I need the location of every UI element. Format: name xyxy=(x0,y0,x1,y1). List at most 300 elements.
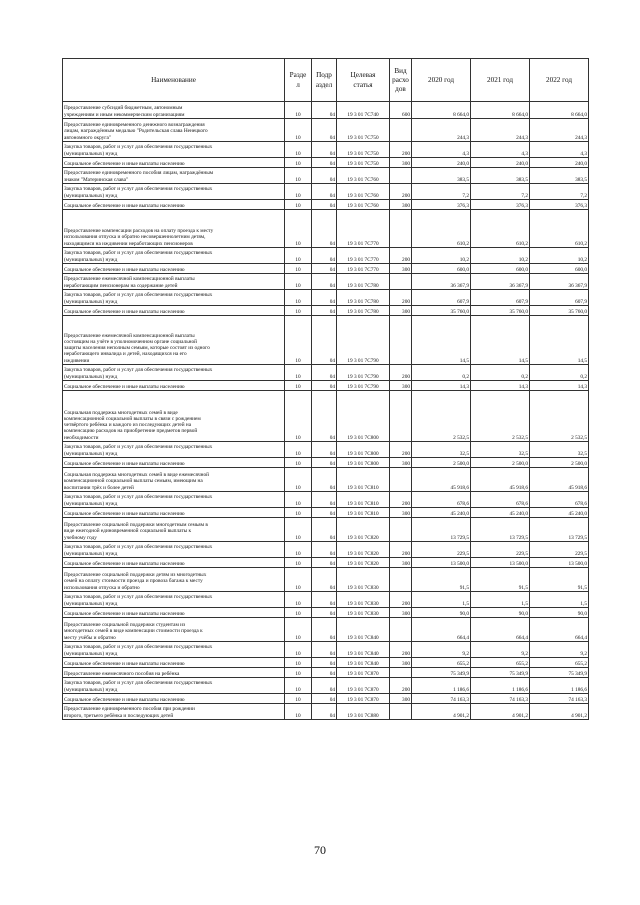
table-row xyxy=(63,458,589,468)
row-value-2021: 1,5 xyxy=(471,592,530,608)
row-expense-type xyxy=(390,274,412,290)
row-subsection: 04 xyxy=(312,458,337,468)
row-expense-type: 200 xyxy=(390,442,412,458)
row-subsection: 04 xyxy=(312,618,337,642)
row-section: 10 xyxy=(285,568,312,592)
row-value-2020: 2 532,5 xyxy=(412,391,471,442)
row-value-2022: 600,0 xyxy=(530,264,589,274)
row-value-2021: 678,6 xyxy=(471,492,530,508)
row-section: 10 xyxy=(285,248,312,264)
row-name: Социальное обеспечение и иные выплаты населению xyxy=(63,508,285,518)
row-value-2022: 244,3 xyxy=(530,119,589,142)
row-name: Закупка товаров, работ и услуг для обеспечения государственных (муниципальных) нужд xyxy=(63,642,285,658)
row-section: 10 xyxy=(285,542,312,558)
row-value-2020: 74 163,3 xyxy=(412,694,471,704)
table-row xyxy=(63,290,589,306)
row-section: 10 xyxy=(285,168,312,184)
row-value-2022: 0,2 xyxy=(530,365,589,381)
row-value-2022: 229,5 xyxy=(530,542,589,558)
row-value-2022: 240,0 xyxy=(530,158,589,168)
row-value-2022: 75 349,9 xyxy=(530,668,589,678)
table-row xyxy=(63,210,589,248)
header-expense-type: Вид расхо дов xyxy=(390,59,412,102)
row-name: Предоставление субсидий бюджетным, автономным учреждениям и иным некоммерческим организациям xyxy=(63,102,285,119)
row-name: Социальное обеспечение и иные выплаты населению xyxy=(63,458,285,468)
row-value-2022: 1,5 xyxy=(530,592,589,608)
header-subsection: Подр аздел xyxy=(312,59,337,102)
row-value-2021: 0,2 xyxy=(471,365,530,381)
row-value-2022: 607,9 xyxy=(530,290,589,306)
table-row xyxy=(63,668,589,678)
row-target-article: 19 3 01 7С870 xyxy=(337,678,390,694)
row-section: 10 xyxy=(285,306,312,316)
table-row xyxy=(63,608,589,618)
row-value-2021: 2 500,0 xyxy=(471,458,530,468)
row-subsection: 04 xyxy=(312,365,337,381)
row-expense-type: 300 xyxy=(390,458,412,468)
row-value-2022: 383,5 xyxy=(530,168,589,184)
row-name: Закупка товаров, работ и услуг для обеспечения государственных (муниципальных) нужд xyxy=(63,442,285,458)
table-row xyxy=(63,168,589,184)
row-value-2022: 2 532,5 xyxy=(530,391,589,442)
page-number: 70 xyxy=(314,843,326,857)
row-name: Закупка товаров, работ и услуг для обеспечения государственных (муниципальных) нужд xyxy=(63,184,285,200)
row-target-article: 19 3 01 7С780 xyxy=(337,274,390,290)
row-target-article: 19 3 01 7С760 xyxy=(337,200,390,210)
row-target-article: 19 3 01 7С870 xyxy=(337,668,390,678)
row-name: Социальное обеспечение и иные выплаты населению xyxy=(63,694,285,704)
row-target-article: 19 3 01 7С840 xyxy=(337,642,390,658)
row-section: 10 xyxy=(285,184,312,200)
row-value-2020: 14,5 xyxy=(412,316,471,365)
table-row xyxy=(63,542,589,558)
row-value-2022: 91,5 xyxy=(530,568,589,592)
row-value-2020: 1,5 xyxy=(412,592,471,608)
row-subsection: 04 xyxy=(312,608,337,618)
row-section: 10 xyxy=(285,518,312,542)
row-section: 10 xyxy=(285,558,312,568)
row-value-2020: 10,2 xyxy=(412,248,471,264)
row-value-2020: 14,3 xyxy=(412,381,471,391)
row-value-2022: 8 664,0 xyxy=(530,102,589,119)
row-subsection: 04 xyxy=(312,391,337,442)
row-value-2021: 2 532,5 xyxy=(471,391,530,442)
row-section: 10 xyxy=(285,642,312,658)
header-name: Наименование xyxy=(63,59,285,102)
row-value-2022: 9,2 xyxy=(530,642,589,658)
table-row xyxy=(63,468,589,492)
row-value-2022: 14,3 xyxy=(530,381,589,391)
row-section: 10 xyxy=(285,704,312,720)
row-value-2020: 4 901,2 xyxy=(412,704,471,720)
row-name: Предоставление социальной поддержки студентам из многодетных семей в виде компенсации стоимости проезда к месту учёбы и обратно xyxy=(63,618,285,642)
row-subsection: 04 xyxy=(312,468,337,492)
row-subsection: 04 xyxy=(312,508,337,518)
table-row xyxy=(63,678,589,694)
row-value-2022: 376,3 xyxy=(530,200,589,210)
row-subsection: 04 xyxy=(312,210,337,248)
row-value-2022: 655,2 xyxy=(530,658,589,668)
row-expense-type: 300 xyxy=(390,381,412,391)
row-name: Социальное обеспечение и иные выплаты населению xyxy=(63,158,285,168)
row-value-2022: 32,5 xyxy=(530,442,589,458)
row-section: 10 xyxy=(285,200,312,210)
header-year-2021: 2021 год xyxy=(471,59,530,102)
row-value-2020: 600,0 xyxy=(412,264,471,274)
row-value-2021: 383,5 xyxy=(471,168,530,184)
row-section: 10 xyxy=(285,592,312,608)
row-target-article: 19 3 01 7С790 xyxy=(337,316,390,365)
row-subsection: 04 xyxy=(312,442,337,458)
row-expense-type: 300 xyxy=(390,200,412,210)
row-expense-type: 300 xyxy=(390,158,412,168)
table-row xyxy=(63,306,589,316)
row-target-article: 19 3 01 7С880 xyxy=(337,704,390,720)
row-name: Социальное обеспечение и иные выплаты населению xyxy=(63,381,285,391)
table-row xyxy=(63,558,589,568)
row-expense-type: 300 xyxy=(390,264,412,274)
row-value-2021: 376,3 xyxy=(471,200,530,210)
row-section: 10 xyxy=(285,102,312,119)
row-expense-type xyxy=(390,704,412,720)
row-subsection: 04 xyxy=(312,642,337,658)
row-value-2021: 1 186,6 xyxy=(471,678,530,694)
row-value-2020: 13 500,0 xyxy=(412,558,471,568)
row-expense-type xyxy=(390,168,412,184)
row-value-2021: 4,3 xyxy=(471,142,530,158)
row-section: 10 xyxy=(285,458,312,468)
row-subsection: 04 xyxy=(312,558,337,568)
table-row xyxy=(63,102,589,119)
row-value-2022: 13 500,0 xyxy=(530,558,589,568)
row-value-2020: 240,0 xyxy=(412,158,471,168)
row-name: Закупка товаров, работ и услуг для обеспечения государственных (муниципальных) нужд xyxy=(63,248,285,264)
table-row xyxy=(63,264,589,274)
row-value-2021: 244,3 xyxy=(471,119,530,142)
row-target-article: 19 3 01 7С820 xyxy=(337,518,390,542)
row-expense-type xyxy=(390,468,412,492)
row-name: Социальное обеспечение и иные выплаты населению xyxy=(63,608,285,618)
row-subsection: 04 xyxy=(312,658,337,668)
row-target-article: 19 3 01 7С770 xyxy=(337,264,390,274)
row-value-2021: 229,5 xyxy=(471,542,530,558)
row-expense-type xyxy=(390,119,412,142)
row-target-article: 19 3 01 7С790 xyxy=(337,381,390,391)
row-value-2022: 610,2 xyxy=(530,210,589,248)
row-name: Социальное обеспечение и иные выплаты населению xyxy=(63,306,285,316)
row-value-2022: 13 729,5 xyxy=(530,518,589,542)
row-expense-type: 200 xyxy=(390,678,412,694)
row-expense-type: 200 xyxy=(390,542,412,558)
table-row xyxy=(63,618,589,642)
row-value-2021: 240,0 xyxy=(471,158,530,168)
row-target-article: 19 3 01 7С780 xyxy=(337,290,390,306)
row-expense-type: 200 xyxy=(390,248,412,264)
header-target-article: Целевая статья xyxy=(337,59,390,102)
row-section: 10 xyxy=(285,618,312,642)
row-value-2022: 4,3 xyxy=(530,142,589,158)
row-value-2020: 45 918,6 xyxy=(412,468,471,492)
row-name: Предоставление компенсации расходов на оплату проезда к месту использования отпуска и обратно несовершеннолетним детям, находящимся на иждивении неработающих пенсионеров xyxy=(63,210,285,248)
row-value-2020: 9,2 xyxy=(412,642,471,658)
row-subsection: 04 xyxy=(312,119,337,142)
row-value-2021: 36 367,9 xyxy=(471,274,530,290)
row-section: 10 xyxy=(285,492,312,508)
row-value-2022: 45 240,0 xyxy=(530,508,589,518)
header-year-2020: 2020 год xyxy=(412,59,471,102)
row-name: Закупка товаров, работ и услуг для обеспечения государственных (муниципальных) нужд xyxy=(63,492,285,508)
row-value-2021: 8 664,0 xyxy=(471,102,530,119)
row-expense-type: 200 xyxy=(390,142,412,158)
table-row xyxy=(63,119,589,142)
row-expense-type: 200 xyxy=(390,365,412,381)
row-expense-type: 200 xyxy=(390,184,412,200)
row-section: 10 xyxy=(285,468,312,492)
row-section: 10 xyxy=(285,608,312,618)
row-value-2020: 607,9 xyxy=(412,290,471,306)
row-value-2020: 90,0 xyxy=(412,608,471,618)
table-row xyxy=(63,694,589,704)
row-subsection: 04 xyxy=(312,158,337,168)
row-expense-type: 600 xyxy=(390,102,412,119)
table-row xyxy=(63,658,589,668)
row-value-2021: 610,2 xyxy=(471,210,530,248)
table-row xyxy=(63,200,589,210)
row-value-2021: 664,4 xyxy=(471,618,530,642)
row-value-2021: 45 240,0 xyxy=(471,508,530,518)
row-section: 10 xyxy=(285,508,312,518)
table-row xyxy=(63,381,589,391)
row-name: Социальная поддержка многодетных семей в виде ежемесячной компенсационной социальной выплаты семьям, имеющим на воспитании трёх и более детей xyxy=(63,468,285,492)
row-target-article: 19 3 01 7С740 xyxy=(337,102,390,119)
row-subsection: 04 xyxy=(312,316,337,365)
table-row xyxy=(63,508,589,518)
row-value-2020: 610,2 xyxy=(412,210,471,248)
row-value-2021: 74 163,3 xyxy=(471,694,530,704)
row-name: Социальное обеспечение и иные выплаты населению xyxy=(63,264,285,274)
row-name: Социальное обеспечение и иные выплаты населению xyxy=(63,558,285,568)
table-row xyxy=(63,158,589,168)
table-row xyxy=(63,365,589,381)
row-section: 10 xyxy=(285,694,312,704)
row-subsection: 04 xyxy=(312,592,337,608)
row-expense-type: 300 xyxy=(390,694,412,704)
row-section: 10 xyxy=(285,391,312,442)
row-target-article: 19 3 01 7С840 xyxy=(337,658,390,668)
row-value-2020: 2 500,0 xyxy=(412,458,471,468)
table-row xyxy=(63,518,589,542)
row-section: 10 xyxy=(285,119,312,142)
row-subsection: 04 xyxy=(312,518,337,542)
table-header-row xyxy=(63,59,589,102)
row-value-2021: 13 729,5 xyxy=(471,518,530,542)
row-name: Закупка товаров, работ и услуг для обеспечения государственных (муниципальных) нужд xyxy=(63,542,285,558)
row-name: Закупка товаров, работ и услуг для обеспечения государственных (муниципальных) нужд xyxy=(63,592,285,608)
row-value-2022: 4 901,2 xyxy=(530,704,589,720)
row-subsection: 04 xyxy=(312,168,337,184)
row-target-article: 19 3 01 7С820 xyxy=(337,558,390,568)
row-name: Закупка товаров, работ и услуг для обеспечения государственных (муниципальных) нужд xyxy=(63,678,285,694)
row-value-2022: 14,5 xyxy=(530,316,589,365)
row-target-article: 19 3 01 7С830 xyxy=(337,592,390,608)
row-value-2021: 45 918,6 xyxy=(471,468,530,492)
row-value-2020: 383,5 xyxy=(412,168,471,184)
row-name: Социальная поддержка многодетных семей в виде компенсационной социальной выплаты в связи с рождением четвёртого ребёнка и каждого из последующих детей на компенсацию расходов на приобретение предметов первой необходимости xyxy=(63,391,285,442)
row-value-2021: 32,5 xyxy=(471,442,530,458)
row-section: 10 xyxy=(285,316,312,365)
row-value-2020: 229,5 xyxy=(412,542,471,558)
row-subsection: 04 xyxy=(312,142,337,158)
row-value-2020: 13 729,5 xyxy=(412,518,471,542)
row-name: Предоставление единовременного пособия лицам, награждённым знаком "Материнская слава" xyxy=(63,168,285,184)
row-value-2022: 10,2 xyxy=(530,248,589,264)
row-value-2021: 9,2 xyxy=(471,642,530,658)
row-value-2020: 4,3 xyxy=(412,142,471,158)
row-value-2020: 45 240,0 xyxy=(412,508,471,518)
table-row xyxy=(63,391,589,442)
row-name: Предоставление ежемесячной компенсационной выплаты состоящим на учёте в уполномоченном органе социальной защиты населения неполным семьям, которые состоят из одного неработающего инвалида и детей, находящихся на его иждивении xyxy=(63,316,285,365)
row-target-article: 19 3 01 7С750 xyxy=(337,119,390,142)
table-row xyxy=(63,316,589,365)
row-name: Закупка товаров, работ и услуг для обеспечения государственных (муниципальных) нужд xyxy=(63,365,285,381)
row-subsection: 04 xyxy=(312,492,337,508)
row-subsection: 04 xyxy=(312,542,337,558)
row-subsection: 04 xyxy=(312,704,337,720)
row-expense-type xyxy=(390,618,412,642)
table-row xyxy=(63,492,589,508)
row-subsection: 04 xyxy=(312,248,337,264)
table-row xyxy=(63,184,589,200)
row-value-2020: 655,2 xyxy=(412,658,471,668)
row-expense-type: 200 xyxy=(390,642,412,658)
row-value-2020: 244,3 xyxy=(412,119,471,142)
row-subsection: 04 xyxy=(312,694,337,704)
table-row xyxy=(63,274,589,290)
row-expense-type xyxy=(390,210,412,248)
row-expense-type xyxy=(390,316,412,365)
row-value-2021: 35 760,0 xyxy=(471,306,530,316)
row-target-article: 19 3 01 7С760 xyxy=(337,168,390,184)
row-target-article: 19 3 01 7С800 xyxy=(337,442,390,458)
row-expense-type: 200 xyxy=(390,492,412,508)
row-value-2020: 7,2 xyxy=(412,184,471,200)
row-section: 10 xyxy=(285,668,312,678)
row-name: Социальное обеспечение и иные выплаты населению xyxy=(63,200,285,210)
row-value-2020: 376,3 xyxy=(412,200,471,210)
table-row xyxy=(63,248,589,264)
row-value-2022: 7,2 xyxy=(530,184,589,200)
row-section: 10 xyxy=(285,264,312,274)
row-target-article: 19 3 01 7С870 xyxy=(337,694,390,704)
table-row xyxy=(63,442,589,458)
row-value-2021: 655,2 xyxy=(471,658,530,668)
row-value-2021: 75 349,9 xyxy=(471,668,530,678)
row-expense-type: 200 xyxy=(390,592,412,608)
row-target-article: 19 3 01 7С760 xyxy=(337,184,390,200)
row-target-article: 19 3 01 7С810 xyxy=(337,468,390,492)
row-target-article: 19 3 01 7С800 xyxy=(337,391,390,442)
header-year-2022: 2022 год xyxy=(530,59,589,102)
row-value-2020: 32,5 xyxy=(412,442,471,458)
row-section: 10 xyxy=(285,142,312,158)
row-value-2022: 45 918,6 xyxy=(530,468,589,492)
row-expense-type xyxy=(390,391,412,442)
row-value-2022: 678,6 xyxy=(530,492,589,508)
row-section: 10 xyxy=(285,274,312,290)
row-value-2020: 8 664,0 xyxy=(412,102,471,119)
row-expense-type xyxy=(390,668,412,678)
row-target-article: 19 3 01 7С810 xyxy=(337,508,390,518)
row-target-article: 19 3 01 7С780 xyxy=(337,306,390,316)
row-value-2020: 36 367,9 xyxy=(412,274,471,290)
row-target-article: 19 3 01 7С790 xyxy=(337,365,390,381)
table-row xyxy=(63,642,589,658)
row-expense-type: 200 xyxy=(390,290,412,306)
row-value-2021: 90,0 xyxy=(471,608,530,618)
row-value-2022: 664,4 xyxy=(530,618,589,642)
row-target-article: 19 3 01 7С750 xyxy=(337,158,390,168)
budget-table-page xyxy=(62,58,588,720)
row-value-2020: 75 349,9 xyxy=(412,668,471,678)
row-target-article: 19 3 01 7С770 xyxy=(337,210,390,248)
row-value-2022: 74 163,3 xyxy=(530,694,589,704)
row-value-2021: 7,2 xyxy=(471,184,530,200)
row-subsection: 04 xyxy=(312,678,337,694)
table-row xyxy=(63,568,589,592)
row-section: 10 xyxy=(285,442,312,458)
row-target-article: 19 3 01 7С770 xyxy=(337,248,390,264)
row-subsection: 04 xyxy=(312,290,337,306)
row-target-article: 19 3 01 7С830 xyxy=(337,608,390,618)
row-value-2021: 14,5 xyxy=(471,316,530,365)
row-value-2022: 35 760,0 xyxy=(530,306,589,316)
row-section: 10 xyxy=(285,381,312,391)
row-value-2021: 607,9 xyxy=(471,290,530,306)
row-name: Предоставление социальной поддержки детям из многодетных семей на оплату стоимости проезда и провоза багажа к месту использования отпуска и обратно xyxy=(63,568,285,592)
table-row xyxy=(63,142,589,158)
row-name: Закупка товаров, работ и услуг для обеспечения государственных (муниципальных) нужд xyxy=(63,290,285,306)
row-expense-type: 300 xyxy=(390,608,412,618)
row-value-2021: 600,0 xyxy=(471,264,530,274)
row-expense-type xyxy=(390,518,412,542)
row-subsection: 04 xyxy=(312,200,337,210)
row-subsection: 04 xyxy=(312,184,337,200)
row-name: Предоставление ежемесячного пособия на ребёнка xyxy=(63,668,285,678)
row-subsection: 04 xyxy=(312,668,337,678)
row-expense-type: 300 xyxy=(390,306,412,316)
row-value-2020: 664,4 xyxy=(412,618,471,642)
row-section: 10 xyxy=(285,158,312,168)
table-row xyxy=(63,704,589,720)
row-target-article: 19 3 01 7С810 xyxy=(337,492,390,508)
row-name: Предоставление социальной поддержки многодетным семьям в виде ежегодной единовременной социальной выплаты к учебному году xyxy=(63,518,285,542)
table-row xyxy=(63,592,589,608)
row-name: Закупка товаров, работ и услуг для обеспечения государственных (муниципальных) нужд xyxy=(63,142,285,158)
row-subsection: 04 xyxy=(312,102,337,119)
row-expense-type xyxy=(390,568,412,592)
row-target-article: 19 3 01 7С840 xyxy=(337,618,390,642)
row-target-article: 19 3 01 7С750 xyxy=(337,142,390,158)
row-value-2022: 2 500,0 xyxy=(530,458,589,468)
row-section: 10 xyxy=(285,678,312,694)
row-section: 10 xyxy=(285,290,312,306)
row-name: Социальное обеспечение и иные выплаты населению xyxy=(63,658,285,668)
row-value-2021: 91,5 xyxy=(471,568,530,592)
row-value-2021: 14,3 xyxy=(471,381,530,391)
header-section: Разде л xyxy=(285,59,312,102)
row-value-2021: 13 500,0 xyxy=(471,558,530,568)
row-section: 10 xyxy=(285,210,312,248)
